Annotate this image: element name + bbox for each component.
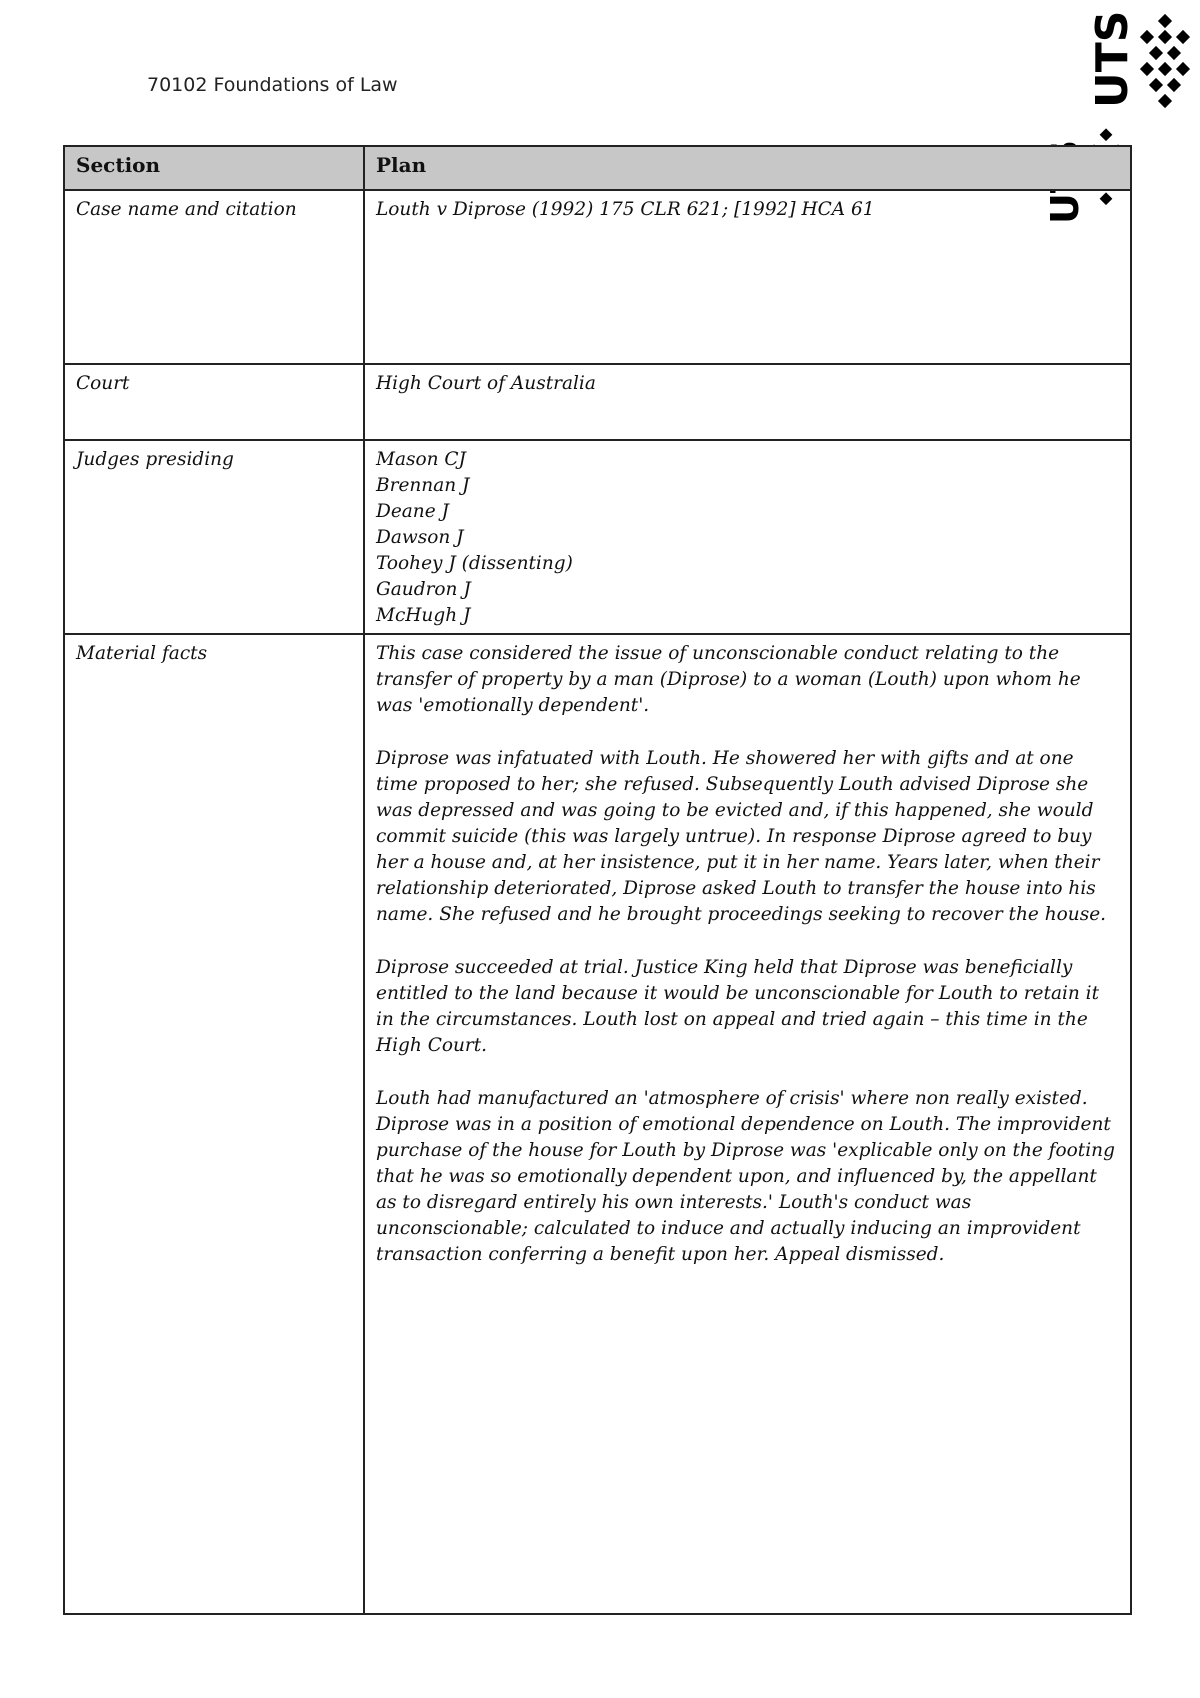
table-header-row: [64, 146, 1131, 190]
case-citation: Louth v Diprose (1992) 175 CLR 621; [1992] HCA 61: [364, 190, 1131, 364]
judge-item: Mason CJ: [376, 449, 466, 470]
facts-body: [364, 634, 1131, 1614]
court-value: High Court of Australia: [364, 364, 1131, 440]
facts-paragraph: Diprose succeeded at trial. Justice King held that Diprose was beneficially entitled to the land because it would be unconscionable for Louth to retain it in the circumstances. Louth lost on appeal and tried again – this time in the High Court.: [376, 957, 1100, 1056]
court-label: Court: [64, 364, 364, 440]
judge-item: Dawson J: [376, 527, 464, 548]
case-label: Case name and citation: [64, 190, 364, 364]
judge-item: Deane J: [376, 501, 449, 522]
page-header-course: 70102 Foundations of Law: [147, 74, 398, 96]
judge-item: McHugh J: [376, 605, 471, 626]
judge-item: Gaudron J: [376, 579, 471, 600]
table-row-facts: [64, 634, 1131, 1614]
table-row-judges: [64, 440, 1131, 634]
header-section: Section: [64, 146, 364, 190]
facts-label: Material facts: [64, 634, 364, 1614]
judges-label: Judges presiding: [64, 440, 364, 634]
case-plan-table: [63, 145, 1132, 1615]
table-row-court: [64, 364, 1131, 440]
facts-paragraph: This case considered the issue of unconscionable conduct relating to the transfer of property by a man (Diprose) to a woman (Louth) upon whom he was 'emotionally dependent'.: [376, 643, 1081, 716]
uts-logo-mark: [1140, 14, 1190, 108]
judge-item: Brennan J: [376, 475, 470, 496]
uts-logo-text: UTS: [1087, 10, 1138, 108]
table-row-case: [64, 190, 1131, 364]
judges-list: [364, 440, 1131, 634]
facts-paragraph: Louth had manufactured an 'atmosphere of crisis' where non really existed. Diprose was in a position of emotional dependence on Louth. The improvident purchase of the house for Louth by Diprose was 'explicable only on the footing that he was so emotionally dependent upon, and influenced by, the appellant as to disregard entirely his own interests.' Louth's conduct was unconscionable; calculated to induce and actually inducing an improvident transaction conferring a benefit upon her. Appeal dismissed.: [376, 1088, 1115, 1265]
uts-logo: [1080, 10, 1198, 110]
facts-paragraph: Diprose was infatuated with Louth. He showered her with gifts and at one time proposed to her; she refused. Subsequently Louth advised Diprose she was depressed and was going to be evicted and, if this happened, she would commit suicide (this was largely untrue). In response Diprose agreed to buy her a house and, at her insistence, put it in her name. Years later, when their relationship deteriorated, Diprose asked Louth to transfer the house into his name. She refused and he brought proceedings seeking to recover the house.: [376, 748, 1107, 925]
judge-item: Toohey J (dissenting): [376, 553, 573, 574]
header-plan: Plan: [364, 146, 1131, 190]
